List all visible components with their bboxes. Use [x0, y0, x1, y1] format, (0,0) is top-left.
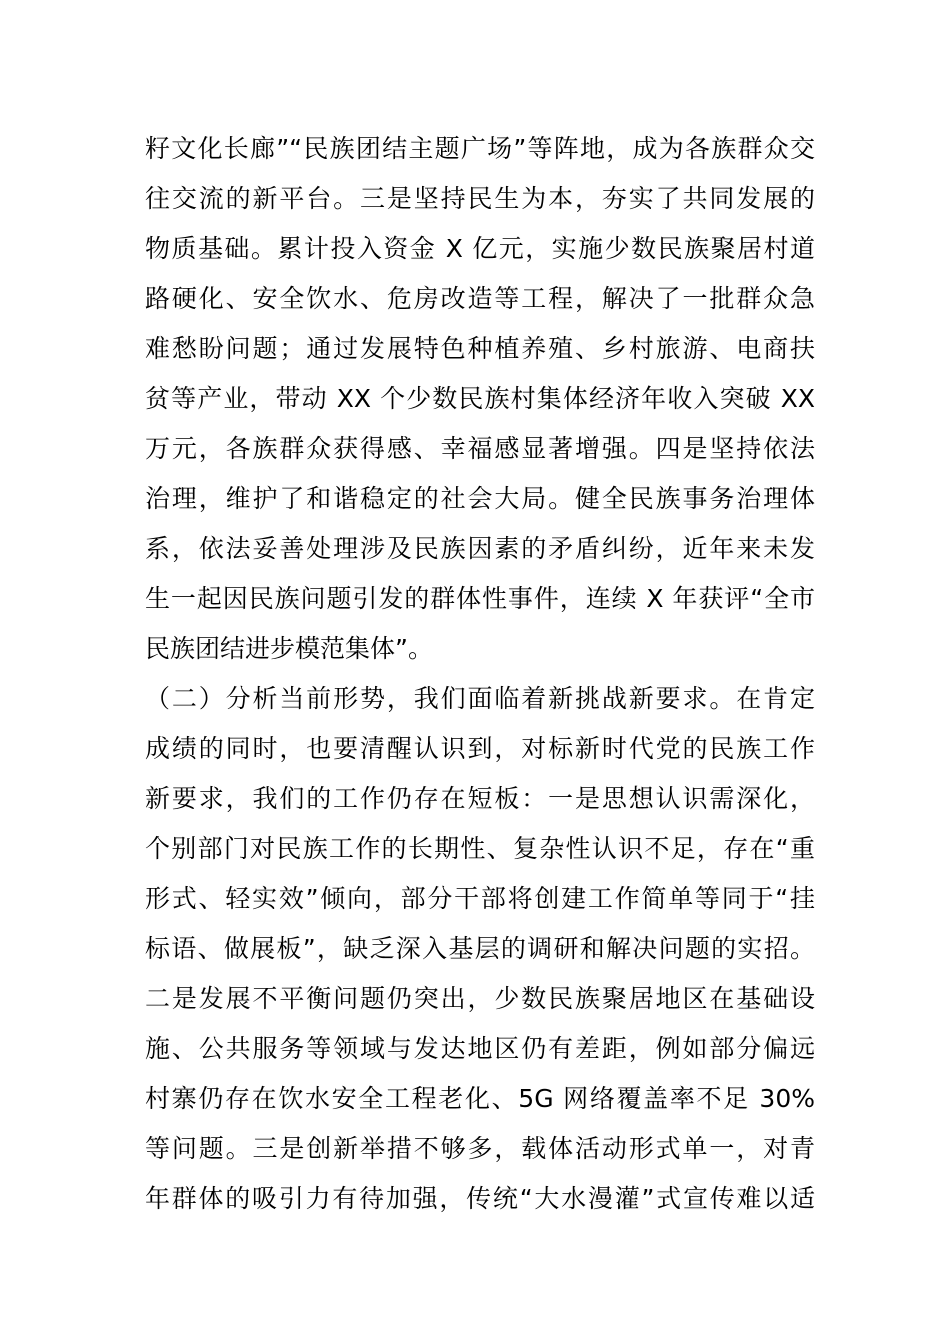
- text-line: 标语、做展板”，缺乏深入基层的调研和解决问题的实招。: [145, 934, 815, 963]
- text-line: 村寨仍存在饮水安全工程老化、5G 网络覆盖率不足 30%: [145, 1084, 815, 1113]
- text-line: 施、公共服务等领域与发达地区仍有差距，例如部分偏远: [145, 1034, 815, 1063]
- text-line: 贫等产业，带动 XX 个少数民族村集体经济年收入突破 XX: [145, 384, 815, 413]
- text-line: 路硬化、安全饮水、危房改造等工程，解决了一批群众急: [145, 284, 815, 313]
- text-line: 成绩的同时，也要清醒认识到，对标新时代党的民族工作: [145, 734, 815, 763]
- text-line: 难愁盼问题；通过发展特色种植养殖、乡村旅游、电商扶: [145, 334, 815, 363]
- text-line: 形式、轻实效”倾向，部分干部将创建工作简单等同于“挂: [145, 884, 815, 913]
- text-line: 等问题。三是创新举措不够多，载体活动形式单一，对青: [145, 1134, 815, 1163]
- text-line: 物质基础。累计投入资金 X 亿元，实施少数民族聚居村道: [145, 234, 815, 263]
- text-line: 往交流的新平台。三是坚持民生为本，夯实了共同发展的: [145, 184, 815, 213]
- text-line: 新要求，我们的工作仍存在短板：一是思想认识需深化，: [145, 784, 815, 813]
- text-line: 个别部门对民族工作的长期性、复杂性认识不足，存在“重: [145, 834, 815, 863]
- text-line: 系，依法妥善处理涉及民族因素的矛盾纠纷，近年来未发: [145, 534, 815, 563]
- text-line: 年群体的吸引力有待加强，传统“大水漫灌”式宣传难以适: [145, 1184, 815, 1213]
- text-line: 治理，维护了和谐稳定的社会大局。健全民族事务治理体: [145, 484, 815, 513]
- text-line: 籽文化长廊”“民族团结主题广场”等阵地，成为各族群众交: [145, 134, 815, 163]
- text-line: 二是发展不平衡问题仍突出，少数民族聚居地区在基础设: [145, 984, 815, 1013]
- section-heading-line: （二）分析当前形势，我们面临着新挑战新要求。在肯定: [145, 684, 815, 713]
- body-text: [145, 124, 815, 1224]
- text-line: 生一起因民族问题引发的群体性事件，连续 X 年获评“全市: [145, 584, 815, 613]
- text-line: 万元，各族群众获得感、幸福感显著增强。四是坚持依法: [145, 434, 815, 463]
- text-line: 民族团结进步模范集体”。: [145, 634, 433, 663]
